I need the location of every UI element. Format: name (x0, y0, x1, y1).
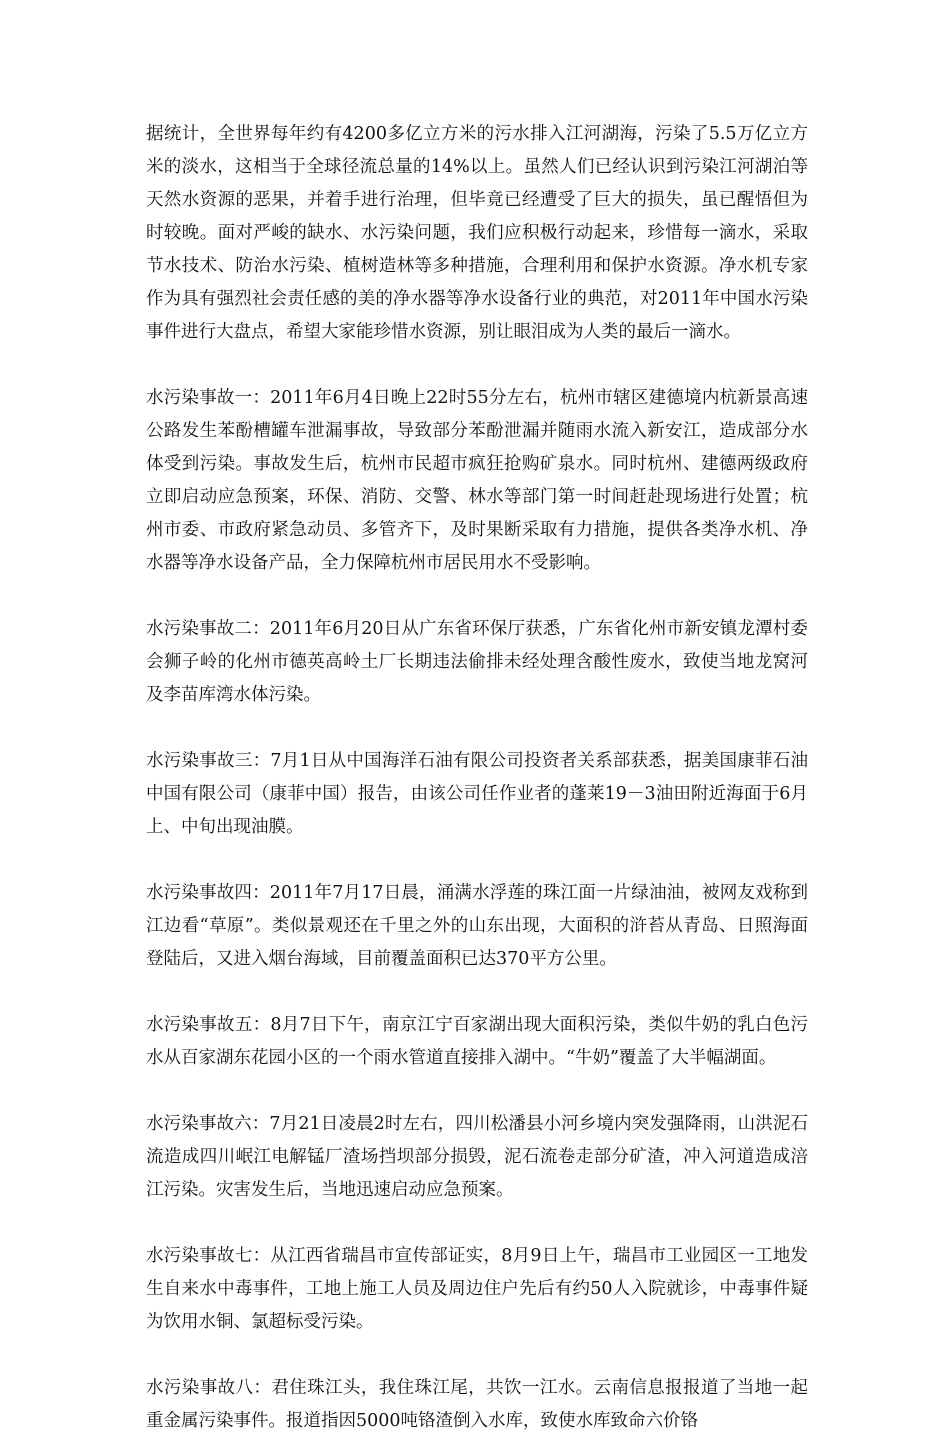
paragraph-incident-2: 水污染事故二：2011年6月20日从广东省环保厅获悉，广东省化州市新安镇龙潭村委会狮子岭的化州市德英高岭土厂长期违法偷排未经处理含酸性废水，致使当地龙窝河及李苗库湾水体污染。 (146, 619, 808, 705)
paragraph-incident-3: 水污染事故三：7月1日从中国海洋石油有限公司投资者关系部获悉，据美国康菲石油中国有限公司（康菲中国）报告，由该公司任作业者的蓬莱19－3油田附近海面于6月上、中旬出现油膜。 (146, 751, 808, 837)
paragraph-intro: 据统计，全世界每年约有4200多亿立方米的污水排入江河湖海，污染了5.5万亿立方米的淡水，这相当于全球径流总量的14%以上。虽然人们已经认识到污染江河湖泊等天然水资源的恶果，并着手进行治理，但毕竟已经遭受了巨大的损失，虽已醒悟但为时较晚。面对严峻的缺水、水污染问题，我们应积极行动起来，珍惜每一滴水，采取节水技术、防治水污染、植树造林等多种措施，合理利用和保护水资源。净水机专家作为具有强烈社会责任感的美的净水器等净水设备行业的典范，对2011年中国水污染事件进行大盘点，希望大家能珍惜水资源，别让眼泪成为人类的最后一滴水。 (146, 124, 808, 342)
paragraph-incident-6: 水污染事故六：7月21日凌晨2时左右，四川松潘县小河乡境内突发强降雨，山洪泥石流造成四川岷江电解锰厂渣场挡坝部分损毁，泥石流卷走部分矿渣，冲入河道造成涪江污染。灾害发生后，当地迅速启动应急预案。 (146, 1114, 808, 1200)
paragraph-incident-8: 水污染事故八：君住珠江头，我住珠江尾，共饮一江水。云南信息报报道了当地一起重金属污染事件。报道指因5000吨铬渣倒入水库，致使水库致命六价铬 (146, 1378, 808, 1431)
paragraph-incident-1: 水污染事故一：2011年6月4日晚上22时55分左右，杭州市辖区建德境内杭新景高速公路发生苯酚槽罐车泄漏事故，导致部分苯酚泄漏并随雨水流入新安江，造成部分水体受到污染。事故发生后，杭州市民超市疯狂抢购矿泉水。同时杭州、建德两级政府立即启动应急预案，环保、消防、交警、林水等部门第一时间赶赴现场进行处置；杭州市委、市政府紧急动员、多管齐下，及时果断采取有力措施，提供各类净水机、净水器等净水设备产品，全力保障杭州市居民用水不受影响。 (146, 388, 808, 573)
paragraph-incident-4: 水污染事故四：2011年7月17日晨，涌满水浮莲的珠江面一片绿油油，被网友戏称到江边看“草原”。类似景观还在千里之外的山东出现，大面积的浒苔从青岛、日照海面登陆后，又进入烟台海域，目前覆盖面积已达370平方公里。 (146, 883, 808, 969)
paragraph-incident-7: 水污染事故七：从江西省瑞昌市宣传部证实，8月9日上午，瑞昌市工业园区一工地发生自来水中毒事件，工地上施工人员及周边住户先后有约50人入院就诊，中毒事件疑为饮用水铜、氯超标受污染。 (146, 1246, 808, 1332)
document-body (146, 118, 808, 1438)
paragraph-incident-5: 水污染事故五：8月7日下午，南京江宁百家湖出现大面积污染，类似牛奶的乳白色污水从百家湖东花园小区的一个雨水管道直接排入湖中。“牛奶”覆盖了大半幅湖面。 (146, 1015, 808, 1068)
